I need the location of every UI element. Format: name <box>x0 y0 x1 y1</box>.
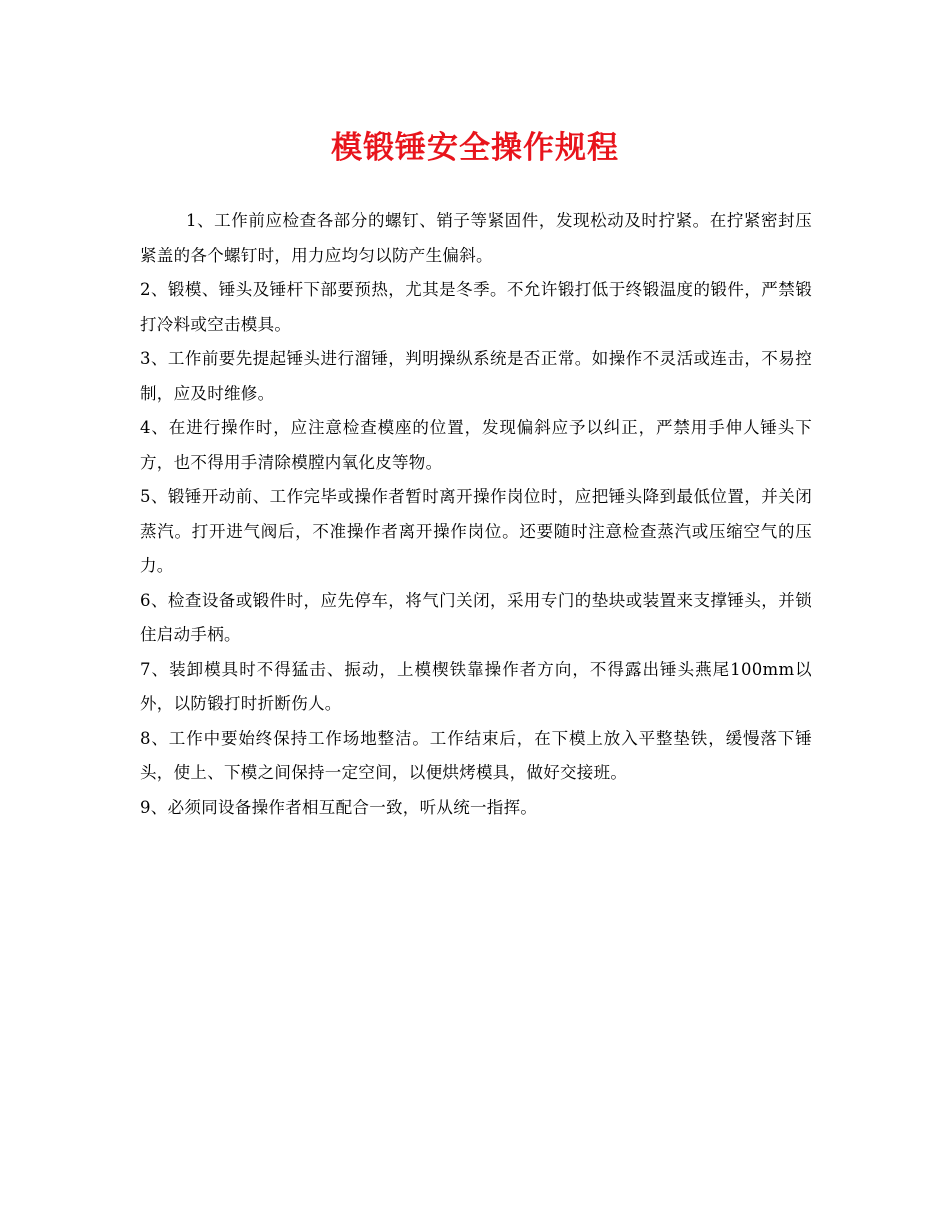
paragraph-4: 4、在进行操作时，应注意检查模座的位置，发现偏斜应予以纠正，严禁用手伸人锤头下方，也不得用手清除模膛内氧化皮等物。 <box>140 418 812 472</box>
paragraph-5: 5、锻锤开动前、工作完毕或操作者暂时离开操作岗位时，应把锤头降到最低位置，并关闭蒸汽。打开进气阀后，不准操作者离开操作岗位。还要随时注意检查蒸汽或压缩空气的压力。 <box>140 487 812 575</box>
paragraph-9: 9、必须同设备操作者相互配合一致，听从统一指挥。 <box>140 797 538 817</box>
paragraph-3: 3、工作前要先提起锤头进行溜锤，判明操纵系统是否正常。如操作不灵活或连击，不易控制，应及时维修。 <box>140 349 812 403</box>
document-title: 模锻锤安全操作规程 <box>331 130 619 166</box>
document-body <box>140 204 812 825</box>
paragraph-2: 2、锻模、锤头及锤杆下部要预热，尤其是冬季。不允许锻打低于终锻温度的锻件，严禁锻打冷料或空击模具。 <box>140 280 812 334</box>
paragraph-6: 6、检查设备或锻件时，应先停车，将气门关闭，采用专门的垫块或装置来支撑锤头，并锁住启动手柄。 <box>140 590 812 644</box>
paragraph-1: 1、工作前应检查各部分的螺钉、销子等紧固件，发现松动及时拧紧。在拧紧密封压紧盖的各个螺钉时，用力应均匀以防产生偏斜。 <box>140 211 812 265</box>
paragraph-8: 8、工作中要始终保持工作场地整洁。工作结束后，在下模上放入平整垫铁，缓慢落下锤头，使上、下模之间保持一定空间，以便烘烤模具，做好交接班。 <box>140 728 812 782</box>
paragraph-7: 7、装卸模具时不得猛击、振动，上模楔铁靠操作者方向，不得露出锤头燕尾100mm以外，以防锻打时折断伤人。 <box>140 659 812 713</box>
